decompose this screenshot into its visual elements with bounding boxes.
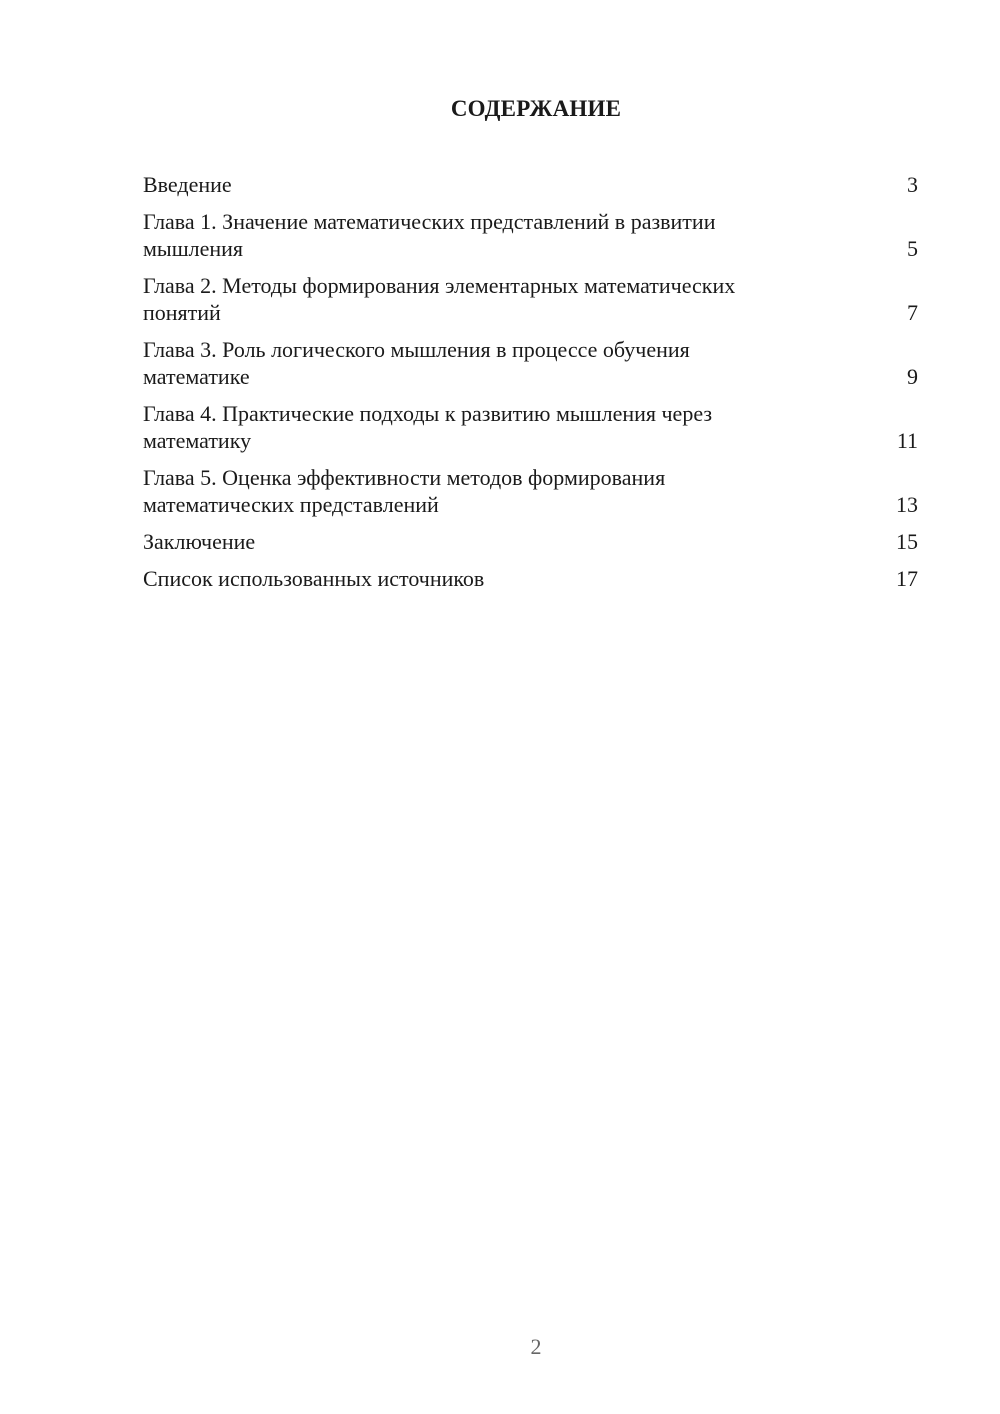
toc-entry-page: 11 [896,428,918,453]
toc-entry-label: Заключение [143,529,256,554]
toc-entry-label: Введение [143,172,232,197]
toc-entry-page: 3 [907,172,918,197]
toc-entry-label: Глава 2. Методы формирования элементарных математических понятий [143,273,736,325]
toc-entry-chapter-2 [143,272,918,326]
toc-entry-chapter-1 [143,208,918,262]
toc-entry-page: 7 [907,300,918,325]
toc-entry-introduction [143,171,918,198]
toc-entry-label: Глава 3. Роль логического мышления в процессе обучения математике [143,337,690,389]
toc-entry-label: Глава 4. Практические подходы к развитию мышления через математику [143,401,713,453]
toc-entry-page: 17 [896,566,918,591]
toc-entry-page: 15 [896,529,918,554]
page-number: 2 [530,1334,542,1359]
toc-entry-conclusion [143,528,918,555]
toc-entry-label: Глава 5. Оценка эффективности методов формирования математических представлений [143,465,666,517]
toc-entry-label: Список использованных источников [143,566,485,591]
toc-entry-page: 5 [907,236,918,261]
toc-title: СОДЕРЖАНИЕ [450,96,622,121]
toc-entry-chapter-3 [143,336,918,390]
toc-entry-label: Глава 1. Значение математических представлений в развитии мышления [143,209,716,261]
toc-entry-chapter-5 [143,464,918,518]
table-of-contents [143,171,918,602]
toc-entry-references [143,565,918,592]
toc-entry-page: 9 [907,364,918,389]
toc-entry-chapter-4 [143,400,918,454]
toc-entry-page: 13 [896,492,918,517]
